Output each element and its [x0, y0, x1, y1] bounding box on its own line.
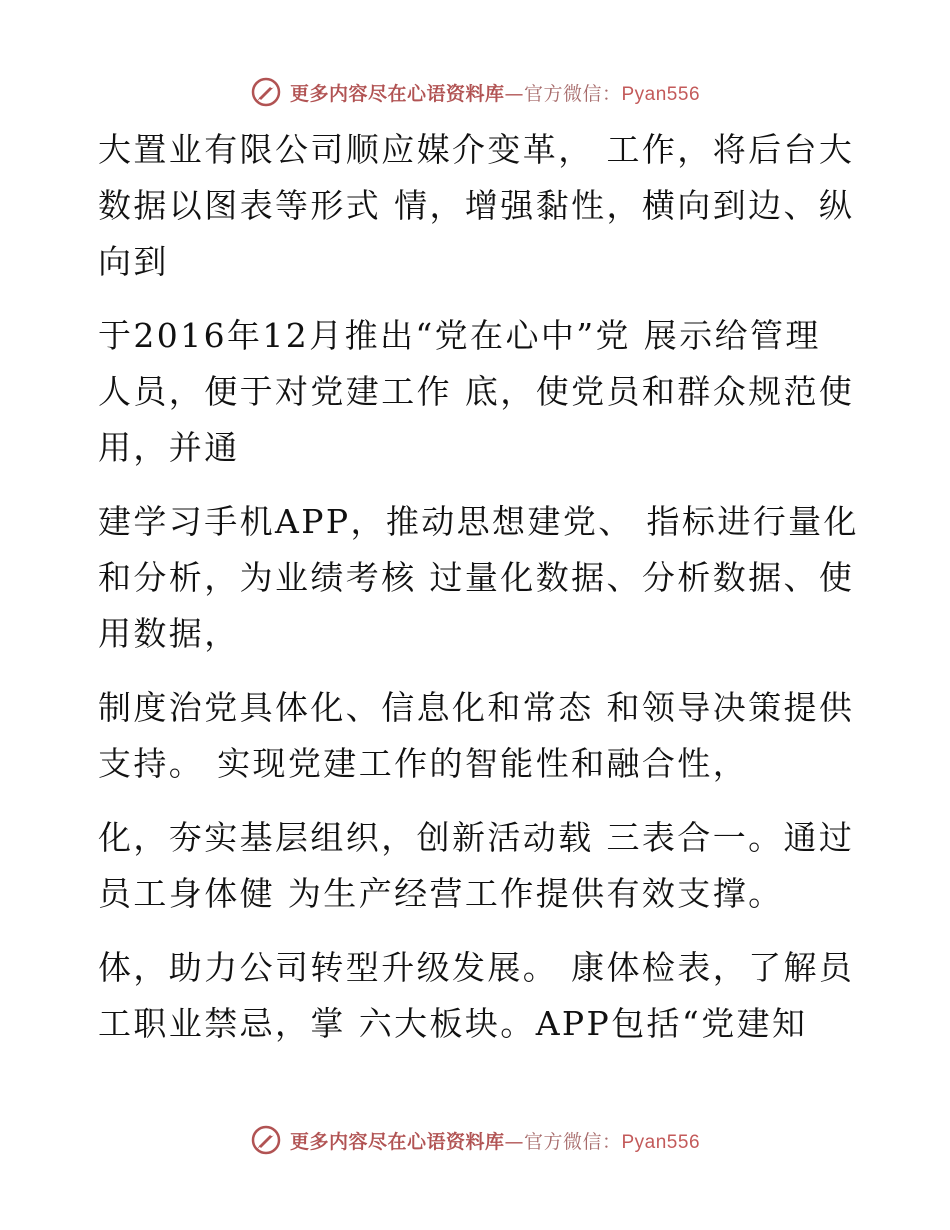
text-line: 向到 — [98, 242, 169, 281]
text-line: 建学习手机APP，推动思想建党、 指标进行量化 — [98, 502, 859, 541]
paragraph — [98, 940, 858, 1052]
banner-contact-id: Pyan556 — [621, 83, 701, 105]
document-body — [98, 122, 858, 1070]
text-line: 用，并通 — [98, 428, 240, 467]
banner-title: 更多内容尽在心语资料库 — [289, 1130, 505, 1153]
text-line: 支持。 实现党建工作的智能性和融合性， — [98, 744, 749, 783]
paragraph — [98, 308, 858, 476]
footer-banner — [0, 1120, 950, 1160]
text-line: 员工身体健 为生产经营工作提供有效支撑。 — [98, 874, 784, 913]
header-banner — [0, 72, 950, 112]
paragraph — [98, 680, 858, 792]
paragraph — [98, 122, 858, 290]
text-line: 人员，便于对党建工作 底，使党员和群众规范使 — [98, 372, 855, 411]
pen-nib-logo-icon — [250, 76, 282, 108]
banner-contact-id: Pyan556 — [621, 1131, 701, 1153]
text-line: 用数据， — [98, 614, 240, 653]
text-line: 于2016年12月推出“党在心中”党 展示给管理 — [98, 316, 821, 355]
banner-separator: — — [504, 1130, 524, 1153]
text-line: 数据以图表等形式 情，增强黏性，横向到边、纵 — [98, 186, 855, 225]
paragraph — [98, 494, 858, 662]
banner-title: 更多内容尽在心语资料库 — [289, 82, 505, 105]
text-line: 制度治党具体化、信息化和常态 和领导决策提供 — [98, 688, 855, 727]
pen-nib-logo-icon — [250, 1124, 282, 1156]
text-line: 和分析，为业绩考核 过量化数据、分析数据、使 — [98, 558, 855, 597]
text-line: 大置业有限公司顺应媒介变革， 工作，将后台大 — [98, 130, 855, 169]
banner-contact-label: 官方微信： — [523, 1130, 622, 1153]
paragraph — [98, 810, 858, 922]
text-line: 化，夯实基层组织，创新活动载 三表合一。通过 — [98, 818, 855, 857]
text-line: 体，助力公司转型升级发展。 康体检表，了解员 — [98, 948, 855, 987]
text-line: 工职业禁忌，掌 六大板块。APP包括“党建知 — [98, 1004, 808, 1043]
banner-contact-label: 官方微信： — [523, 82, 622, 105]
banner-separator: — — [504, 82, 524, 105]
